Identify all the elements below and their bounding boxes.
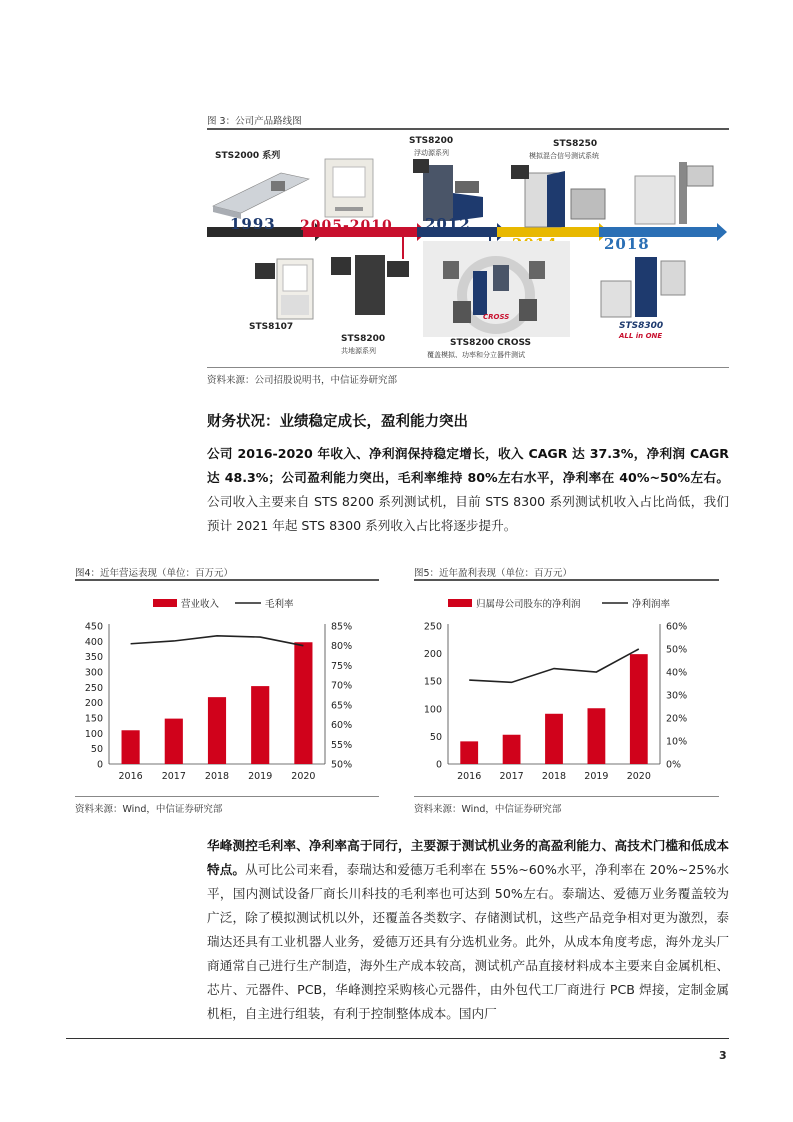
figure5-chart — [414, 582, 719, 794]
x-tick-label: 2018 — [204, 771, 230, 782]
y-right-tick-label: 10% — [666, 736, 688, 748]
product-roadmap-figure — [207, 131, 729, 366]
x-tick-label: 2019 — [248, 771, 273, 782]
legend-line-label: 净利润率 — [632, 599, 671, 610]
legend-bar-swatch — [448, 599, 472, 607]
x-tick-label: 2016 — [118, 771, 143, 782]
chart-legend — [153, 598, 294, 610]
y-right-tick-label: 50% — [331, 759, 353, 771]
sts8250-machine-image — [507, 161, 617, 231]
product-sts8200-cross-label: STS8200 CROSS — [450, 338, 532, 348]
y-left-tick-label: 150 — [423, 676, 442, 688]
paragraph-margin-comparison — [207, 834, 729, 1026]
sts8107-machine-image — [251, 255, 325, 323]
footer-rule — [66, 1038, 729, 1039]
y-left-tick-label: 150 — [84, 713, 103, 725]
figure4-source: 资料来源：Wind，中信证券研究部 — [75, 804, 223, 815]
legend-line-label: 毛利率 — [265, 599, 294, 610]
bar-2018 — [545, 714, 563, 764]
y-left-tick-label: 350 — [84, 652, 103, 664]
product-sts8250-label: STS8250 — [553, 139, 598, 149]
y-right-tick-label: 70% — [331, 680, 353, 692]
x-tick-label: 2017 — [499, 771, 524, 782]
x-tick-label: 2018 — [541, 771, 567, 782]
y-right-tick-label: 55% — [331, 739, 353, 751]
sts8200-common-ground-image — [327, 249, 417, 321]
product-sts8200-cross-sub: 覆盖模拟、功率和分立器件测试 — [427, 351, 525, 359]
paragraph2-text: 从可比公司来看，泰瑞达和爱德万毛利率在 55%~60%水平，净利率在 20%~25%水平，国内测试设备厂商长川科技的毛利率也可达到 50%左右。泰瑞达、爱德万业务覆盖较为广泛，除了模拟测试机以外，还覆盖各类数字、存储测试机，这些产品竞争相对更为激烈，泰瑞达还具有工业机器人业务，爱德万还具有分选机业务。此外，从成本角度考虑，海外龙头厂商通常自己进行生产制造，海外生产成本较高，测试机产品直接材料成本主要来自金属机柜、芯片、元器件、PCB，华峰测控采购核心元器件，由外包代工厂商进行 PCB 焊接，定制金属机柜，自主进行组装，有利于控制整体成本。国内厂 — [207, 862, 730, 1021]
paragraph-financial-status — [207, 442, 729, 538]
year-1993: 1993 — [230, 215, 276, 233]
section-heading: 财务状况：业绩稳定成长，盈利能力突出 — [207, 414, 468, 430]
chart-legend — [448, 598, 671, 610]
cross-badge: CROSS — [483, 313, 510, 321]
paragraph1-text: 公司收入主要来自 STS 8200 系列测试机，目前 STS 8300 系列测试机收入占比尚低，我们预计 2021 年起 STS 8300 系列收入占比将逐步提升。 — [207, 494, 729, 533]
line-series-净利润率 — [469, 649, 639, 682]
legend-bar-label: 归属母公司股东的净利润 — [476, 599, 581, 610]
figure3-source: 资料来源：公司招股说明书，中信证券研究部 — [207, 375, 398, 386]
y-right-tick-label: 60% — [666, 621, 688, 633]
y-right-tick-label: 50% — [666, 644, 688, 656]
year-2005-2010: 2005-2010 — [300, 218, 393, 234]
figure4-top-rule — [75, 579, 379, 581]
y-left-tick-label: 250 — [423, 621, 442, 633]
y-right-tick-label: 0% — [666, 759, 682, 771]
y-left-tick-label: 0 — [435, 759, 442, 771]
paragraph2-bold: 华峰测控毛利率、净利率高于同行，主要源于测试机业务的高盈利能力、高技术门槛和低成本特点。 — [207, 838, 729, 877]
product-sts8300-sub: ALL in ONE — [619, 332, 663, 340]
product-sts8200-floating-label: STS8200 — [409, 136, 454, 146]
bar-2017 — [503, 735, 521, 764]
y-right-tick-label: 40% — [666, 667, 688, 679]
figure3-title: 图 3：公司产品路线图 — [207, 116, 302, 127]
y-left-tick-label: 250 — [84, 682, 103, 694]
legend-bar-label: 营业收入 — [181, 599, 220, 610]
x-tick-label: 2016 — [457, 771, 482, 782]
product-sts8250-sub: 模拟混合信号测试系统 — [529, 152, 599, 160]
y-left-tick-label: 100 — [84, 728, 103, 740]
bar-2020 — [294, 642, 312, 764]
figure5-source: 资料来源：Wind，中信证券研究部 — [414, 804, 562, 815]
sts8300-machine-image — [591, 251, 691, 323]
x-tick-label: 2020 — [626, 771, 651, 782]
product-sts8300-label: STS8300 — [619, 321, 664, 331]
legend-bar-swatch — [153, 599, 177, 607]
y-right-tick-label: 80% — [331, 641, 353, 653]
bar-2020 — [630, 654, 648, 764]
sts8250-side-image — [625, 156, 720, 228]
product-sts8200-floating-sub: 浮动源系列 — [414, 149, 449, 157]
figure5-top-rule — [414, 579, 719, 581]
y-left-tick-label: 100 — [423, 704, 442, 716]
sts2000-rack-image — [315, 153, 385, 225]
y-left-tick-label: 450 — [84, 621, 103, 633]
sts8200-cross-image — [423, 241, 570, 337]
bar-2016 — [122, 730, 140, 764]
x-tick-label: 2019 — [584, 771, 609, 782]
y-left-tick-label: 400 — [84, 636, 103, 648]
y-left-tick-label: 50 — [429, 731, 442, 743]
bar-2018 — [208, 697, 226, 764]
figure3-top-rule — [207, 128, 729, 130]
x-tick-label: 2017 — [161, 771, 186, 782]
figure5-title: 图5：近年盈利表现（单位：百万元） — [414, 568, 573, 579]
year-2012: 2012 — [425, 215, 471, 233]
y-right-tick-label: 65% — [331, 700, 353, 712]
y-right-tick-label: 30% — [666, 690, 688, 702]
figure3-bottom-rule — [207, 367, 729, 368]
y-left-tick-label: 0 — [96, 759, 103, 771]
y-left-tick-label: 300 — [84, 667, 103, 679]
x-tick-label: 2020 — [291, 771, 316, 782]
bar-2019 — [587, 708, 605, 764]
figure4-chart — [75, 582, 379, 794]
page-number: 3 — [719, 1049, 727, 1062]
figure4-bottom-rule — [75, 796, 379, 797]
y-left-tick-label: 50 — [90, 744, 103, 756]
line-series-毛利率 — [131, 636, 304, 646]
y-right-tick-label: 60% — [331, 720, 353, 732]
figure5-bottom-rule — [414, 796, 719, 797]
bar-2016 — [460, 741, 478, 764]
paragraph1-bold: 公司 2016-2020 年收入、净利润保持稳定增长，收入 CAGR 达 37.3%，净利润 CAGR 达 48.3%；公司盈利能力突出，毛利率维持 80%左右水平，净利率在 40%~50%左右。 — [207, 446, 729, 485]
product-sts8107-label: STS8107 — [249, 322, 294, 332]
bar-2019 — [251, 686, 269, 764]
sts2000-machine-image — [211, 161, 311, 221]
y-right-tick-label: 75% — [331, 660, 353, 672]
y-right-tick-label: 85% — [331, 621, 353, 633]
y-left-tick-label: 200 — [84, 698, 103, 710]
y-right-tick-label: 20% — [666, 713, 688, 725]
product-sts8200-common-label: STS8200 — [341, 334, 386, 344]
product-sts8200-common-sub: 共地源系列 — [341, 347, 376, 355]
product-sts2000-label: STS2000 系列 — [215, 151, 281, 161]
bar-2017 — [165, 719, 183, 764]
figure4-title: 图4：近年营运表现（单位：百万元） — [75, 568, 234, 579]
year-2018: 2018 — [604, 235, 650, 253]
y-left-tick-label: 200 — [423, 649, 442, 661]
